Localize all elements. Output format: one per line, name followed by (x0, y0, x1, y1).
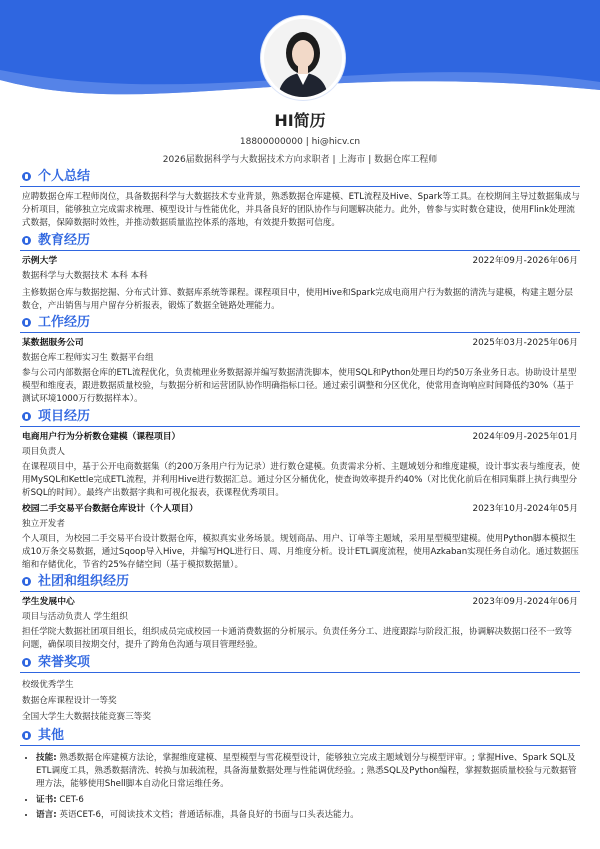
club-desc: 担任学院大数据社团项目组长，组织成员完成校园一卡通消费数据的分析展示。负责任务分工、进度跟踪与阶段汇报，协调解决数据口径不一致等问题，确保项目按期交付，提升了跨角色沟通与项目管理经验。 (22, 627, 573, 651)
project-date: 2023年10月-2024年05月 (472, 503, 578, 514)
work-entry-header (20, 336, 580, 351)
section-bullet-icon (22, 412, 31, 421)
school-name: 示例大学 (22, 256, 58, 266)
work-date: 2025年03月-2025年06月 (472, 338, 578, 348)
project-role: 独立开发者 (22, 518, 65, 529)
project-entry-header (20, 502, 580, 517)
education-desc: 主修数据仓库与数据挖掘、分布式计算、数据库系统等课程。课程项目中，使用Hive和Spark完成电商用户行为数据的清洗与建模，构建主题分层数仓，产出销售与用户留存分析报表，锻炼了数据全链路处理能力。 (22, 288, 573, 312)
section-title: 社团和组织经历 (38, 574, 130, 589)
section-title: 教育经历 (38, 233, 91, 248)
project-role: 项目负责人 (22, 447, 65, 457)
job-intent: 2026届数据科学与大数据技术方向求职者 | 上海市 | 数据仓库工程师 (162, 155, 438, 165)
section-header (20, 168, 580, 187)
education-date: 2022年09月-2026年06月 (472, 256, 578, 266)
award-item: 数据仓库课程设计一等奖 (22, 696, 117, 706)
section-bullet-icon (22, 731, 31, 740)
award-item: 全国大学生大数据技能竞赛三等奖 (22, 712, 151, 722)
avatar-portrait-icon (264, 19, 342, 97)
candidate-name: HI简历 (274, 111, 326, 130)
project-name: 电商用户行为分析数仓建模（课程项目） (22, 432, 181, 442)
section-bullet-icon (22, 658, 31, 667)
club-entry-header (20, 595, 580, 610)
section-title: 荣誉奖项 (38, 655, 91, 670)
section-header (20, 314, 580, 333)
awards-section (20, 654, 580, 725)
contact-info: 18800000000 | hi@hicv.cn (239, 137, 361, 147)
other-item-skills (36, 752, 580, 792)
section-header (20, 573, 580, 592)
other-text: CET-6 (59, 794, 84, 805)
project-entry-header (20, 430, 580, 445)
other-item-language (36, 809, 580, 822)
clubs-section (20, 573, 580, 652)
other-section (20, 727, 580, 824)
section-bullet-icon (22, 172, 31, 181)
other-item-certificate (36, 794, 580, 807)
club-date: 2023年09月-2024年06月 (472, 597, 578, 607)
section-bullet-icon (22, 577, 31, 586)
section-header (20, 232, 580, 251)
section-title: 工作经历 (38, 315, 91, 330)
section-title: 项目经历 (38, 409, 91, 424)
projects-section (20, 408, 580, 572)
section-bullet-icon (22, 318, 31, 327)
work-desc: 参与公司内部数据仓库的ETL流程优化，负责梳理业务数据源并编写数据清洗脚本，使用SQL和Python处理日均约50万条业务日志。协助设计星型模型和维度表，跟进数据质量校验，与数据分析和运营团队协作明确指标口径。通过索引调整和分区优化，使常用查询响应时间降低约30%（基于测试环境1000万行数据样本）。 (22, 368, 577, 405)
other-label: 语言: (36, 809, 57, 820)
company-name: 某数据服务公司 (22, 338, 84, 348)
education-entry-header (20, 254, 580, 269)
work-section (20, 314, 580, 407)
project-name: 校园二手交易平台数据仓库设计（个人项目） (22, 503, 198, 514)
summary-text: 应聘数据仓库工程师岗位，具备数据科学与大数据技术专业背景，熟悉数据仓库建模、ETL流程及Hive、Spark等工具。在校期间主导过数据集成与分析项目，能够独立完成需求梳理、模型设计与性能优化，并具备良好的团队协作与问题解决能力。此外，曾参与实时数仓建设，使用Flink处理流式数据，保障数据时效性，并推动数据质量监控体系的落地，有效提升数据可信度。 (22, 192, 580, 229)
section-title: 其他 (38, 728, 65, 743)
section-bullet-icon (22, 236, 31, 245)
section-header (20, 408, 580, 427)
section-header (20, 654, 580, 673)
other-label: 技能: (36, 753, 57, 763)
project-desc: 在课程项目中，基于公开电商数据集（约200万条用户行为记录）进行数仓建模。负责需求分析、主题域划分和维度建模，设计事实表与维度表，使用MySQL和Kettle完成ETL流程，并利用Hive进行数据汇总。通过分区分桶优化，使查询效率提升约40%（对比优化前后在相同集群上执行典型分析SQL的时间）。最终产出数据字典和可视化报表，获课程优秀项目。 (22, 462, 580, 499)
awards-list (20, 677, 580, 725)
section-title: 个人总结 (38, 169, 91, 184)
education-section (20, 232, 580, 313)
summary-section (20, 168, 580, 231)
project-date: 2024年09月-2025年01月 (472, 432, 578, 442)
work-role: 数据仓库工程师实习生 数据平台组 (22, 353, 154, 363)
org-name: 学生发展中心 (22, 597, 75, 607)
project-desc: 个人项目，为校园二手交易平台设计数据仓库，模拟真实业务场景。规划商品、用户、订单等主题域，采用星型模型建模。使用Python脚本模拟生成10万条交易数据，通过Sqoop导入Hive，并编写HQL进行日、周、月维度分析。设计ETL调度流程，使用Azkaban实现任务自动化。通过数据压缩和存储优化，节省约25%存储空间（基于模拟数据量）。 (22, 533, 579, 571)
other-label: 证书: (36, 794, 57, 805)
award-item: 校级优秀学生 (22, 680, 74, 690)
other-text: 熟悉数据仓库建模方法论，掌握维度建模、星型模型与雪花模型设计，能够独立完成主题域划分与模型评审。; 掌握Hive、Spark SQL及ETL调度工具，熟悉数据清洗、转换与加载流程，具备海量数据处理与性能调优经验。; 熟悉SQL及Python编程，掌握数据质量校验与元数据管理方法，能够使用Shell脚本自动化日常运维任务。 (36, 753, 577, 790)
other-text: 英语CET-6，可阅读技术文档；普通话标准，具备良好的书面与口头表达能力。 (59, 809, 359, 820)
avatar (261, 16, 345, 100)
club-role: 项目与活动负责人 学生组织 (22, 612, 128, 622)
other-list (20, 752, 580, 822)
education-major: 数据科学与大数据技术 本科 本科 (22, 271, 148, 281)
section-header (20, 727, 580, 746)
